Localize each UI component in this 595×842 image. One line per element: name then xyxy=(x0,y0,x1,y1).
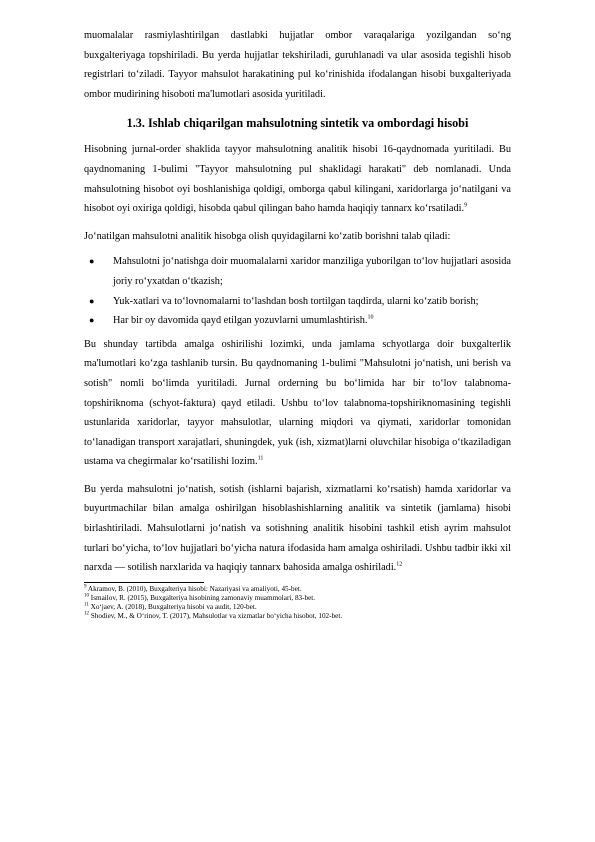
list-item: ● Har bir oy davomida qayd etilgan yozuvlarni umumlashtirish.$^{10}$ xyxy=(84,311,511,331)
paragraph-synthetic-record: Bu yerda mahsulotni jo‘natish, sotish (ishlarni bajarish, xizmatlarni ko‘rsatish) hamda xaridorlar va buyurtmachilar bilan amalga oshirilgan hisoblashishlarning analitik va sintetik (jamlama) hisobi birlashtiriladi. Mahsulotlarni jo‘natish va sotishning analitik hisobini tashkil etish ayrim mahsulot turlari bo‘yicha, to‘lov hujjatlari bo‘yicha natura ifodasida ham amalga oshiriladi. Ushbu tadbir ikki xil narxda — sotilish narxlarida va haqiqiy tannarx bahosida amalga oshiriladi.$^{12}$ xyxy=(84,483,511,574)
footnotes xyxy=(84,585,511,622)
footnote-divider xyxy=(84,582,204,583)
section-heading: 1.3. Ishlab chiqarilgan mahsulotning sintetik va ombordagi hisobi xyxy=(126,116,469,131)
bullet-dot-icon: ● xyxy=(89,256,95,267)
paragraph-requirements-intro: Jo‘natilgan mahsulotni analitik hisobga olish quyidagilarni ko‘zatib borishni talab qiladi: xyxy=(84,230,451,242)
footnote-ref-11[interactable]: 11 xyxy=(257,455,264,462)
footnote-ref-10[interactable]: 10 xyxy=(367,314,374,321)
footnote-ref-12[interactable]: 12 xyxy=(396,561,403,568)
list-item: ● Yuk-xatlari va to‘lovnomalarni to‘lashdan bosh tortilgan taqdirda, ularni ko‘zatib borish; xyxy=(84,292,511,312)
bullet-dot-icon: ● xyxy=(89,295,95,306)
list-item: ● Mahsulotni jo‘natishga doir muomalalarni xaridor manziliga yuborilgan to‘lov hujjatlari asosida joriy ro‘yxatdan o‘tkazish; xyxy=(84,252,511,291)
document-page xyxy=(84,26,511,622)
footnote-item: $^9$ Akramov, B. (2010), Buxgalteriya hisobi: Nazariyasi va amaliyoti, 45-bet. xyxy=(84,584,302,593)
bullet-dot-icon: ● xyxy=(89,315,95,326)
footnote-item: $^{11}$ Xo‘jaev, A. (2018), Buxgalteriya hisobi va audit, 120-bet. xyxy=(84,602,257,612)
footnote-item: $^{12}$ Shodiev, M., & O‘rinov, T. (2017), Mahsulotlar va xizmatlar bo‘yicha hisobot, 102-bet. xyxy=(84,612,343,621)
requirements-list xyxy=(84,252,511,330)
footnote-ref-9[interactable]: 9 xyxy=(464,202,468,209)
footnote-item: $^{10}$ Ismailov, R. (2015), Buxgalteriya hisobining zamonaviy muammolari, 83-bet. xyxy=(84,593,316,603)
paragraph-analytic-record: Hisobning jurnal-order shaklida tayyor mahsulotning analitik hisobi 16-qaydnomada yuritiladi. Bu qaydnomaning 1-bulimi "Tayyor mahsulotning pul shaklidagi harakati" deb nomlanadi. Unda mahsulotning hisobot oyi boshlanishiga qoldigi, omborga qabul kilingani, xaridorlarga jo‘natilgani va hisobot oyi oxiriga qoldigi, hisobda qabul qilingan baho hamda haqiqiy tannarx ko‘rsatiladi.$^9$ xyxy=(84,144,511,215)
paragraph-intro-continuation: muomalalar rasmiylashtirilgan dastlabki hujjatlar ombor varaqalariga yozilgandan so‘ng buxgalteriyaga topshiriladi. Bu yerda hujjatlar tekshiriladi, guruhlanadi va ular asosida tegishli hisob registrlari to‘ziladi. Tayyor mahsulot harakatining pul ko‘rinishida ifodalangan hisobi buxgalteriyada ombor mudirining hisoboti ma'lumotlari asosida yuritiladi. xyxy=(84,30,511,100)
paragraph-journal-order: Bu shunday tartibda amalga oshirilishi lozimki, unda jamlama schyotlarga doir buxgalterlik ma'lumotlari ko‘zga tashlanib tursin. Bu qaydnomaning 1-bulimi "Mahsulotni jo‘natish, uni berish va sotish" nomli bo‘limda yuritiladi. Jurnal orderning bu bo‘limida har bir to‘lov talabnoma-topshiriknoma (schyot-faktura) qayd etiladi. Ushbu to‘lov talabnoma-topshiriknomasining tegishli ustunlarida xaridorlar, tayyor mahsulotlar, ularning miqdori va qiymati, xaridorlar tomonidan to‘lanadigan transport xarajatlari, shuningdek, yuk (ish, xizmat)larni oluvchilar hisobiga o‘tkaziladigan ustama va chegirmalar ko‘rsatilishi lozim.$^{11}$ xyxy=(84,338,511,468)
